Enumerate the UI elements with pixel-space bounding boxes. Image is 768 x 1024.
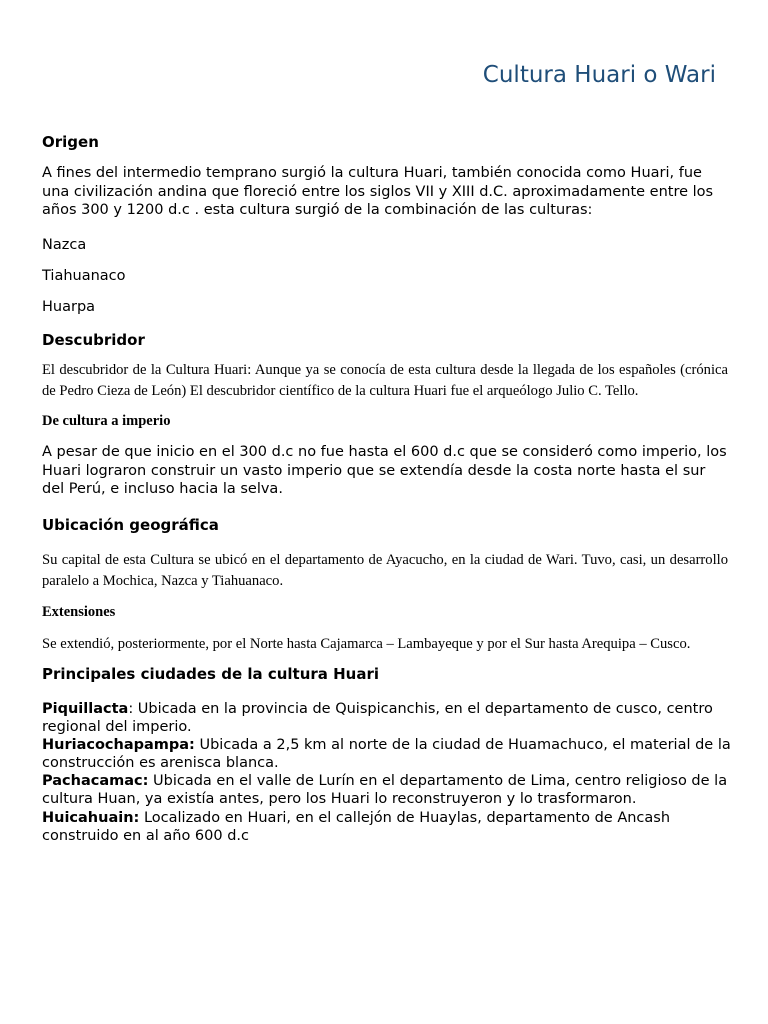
city-name: Pachacamac: [42,773,149,790]
city-description: Ubicada a 2,5 km al norte de la ciudad de Huamachuco, el material de la construcción es arenisca blanca. [42,737,731,772]
heading-origen: Origen [42,133,99,151]
heading-ciudades: Principales ciudades de la cultura Huari [42,665,380,683]
paragraph-imperio: A pesar de que inicio en el 300 d.c no fue hasta el 600 d.c que se consideró como imperio, los Huari lograron construir un vasto imperio que se extendía desde la costa norte hasta el sur del Perú, e incluso hacia la selva. [42,444,727,497]
city-description: Localizado en Huari, en el callejón de Huaylas, departamento de Ancash construido en al año 600 d.c [42,809,671,844]
heading-extensiones: Extensiones [42,604,116,620]
city-name: Huriacochapampa: [42,737,195,754]
cities-list [42,700,732,845]
paragraph-origen: A fines del intermedio temprano surgió la cultura Huari, también conocida como Huari, fue una civilización andina que floreció entre los siglos VII y XIII d.C. aproximadamente entre los años 300 y 1200 d.c . esta cultura surgió de la combinación de las culturas: [42,165,714,218]
heading-descubridor: Descubridor [42,331,145,349]
paragraph-ubicacion: Su capital de esta Cultura se ubicó en el departamento de Ayacucho, en la ciudad de Wari. Tuvo, casi, un desarrollo paralelo a Mochica, Nazca y Tiahuanaco. [42,552,728,589]
list-item [42,809,732,845]
city-name: Piquillacta [42,701,129,717]
city-name: Huicahuain: [42,809,140,826]
heading-ubicacion: Ubicación geográfica [42,516,219,534]
heading-imperio: De cultura a imperio [42,413,171,429]
paragraph-descubridor: El descubridor de la Cultura Huari: Aunque ya se conocía de esta cultura desde la llegada de los españoles (crónica de Pedro Cieza de León) El descubridor científico de la cultura Huari fue el arqueólogo Julio C. Tello. [42,362,728,399]
culture-item: Nazca [42,237,87,253]
city-description: Ubicada en el valle de Lurín en el departamento de Lima, centro religioso de la cultura Huan, ya existía antes, pero los Huari lo reconstruyeron y lo trasformaron. [42,773,728,808]
city-description: : Ubicada en la provincia de Quispicanchis, en el departamento de cusco, centro regional del imperio. [42,701,713,736]
list-item [42,736,732,772]
document-title: Cultura Huari o Wari [482,62,716,88]
list-item [42,700,732,736]
paragraph-extensiones: Se extendió, posteriormente, por el Norte hasta Cajamarca – Lambayeque y por el Sur hasta Arequipa – Cusco. [42,636,691,652]
list-item [42,772,732,808]
culture-item: Tiahuanaco [42,268,126,284]
culture-item: Huarpa [42,299,96,315]
